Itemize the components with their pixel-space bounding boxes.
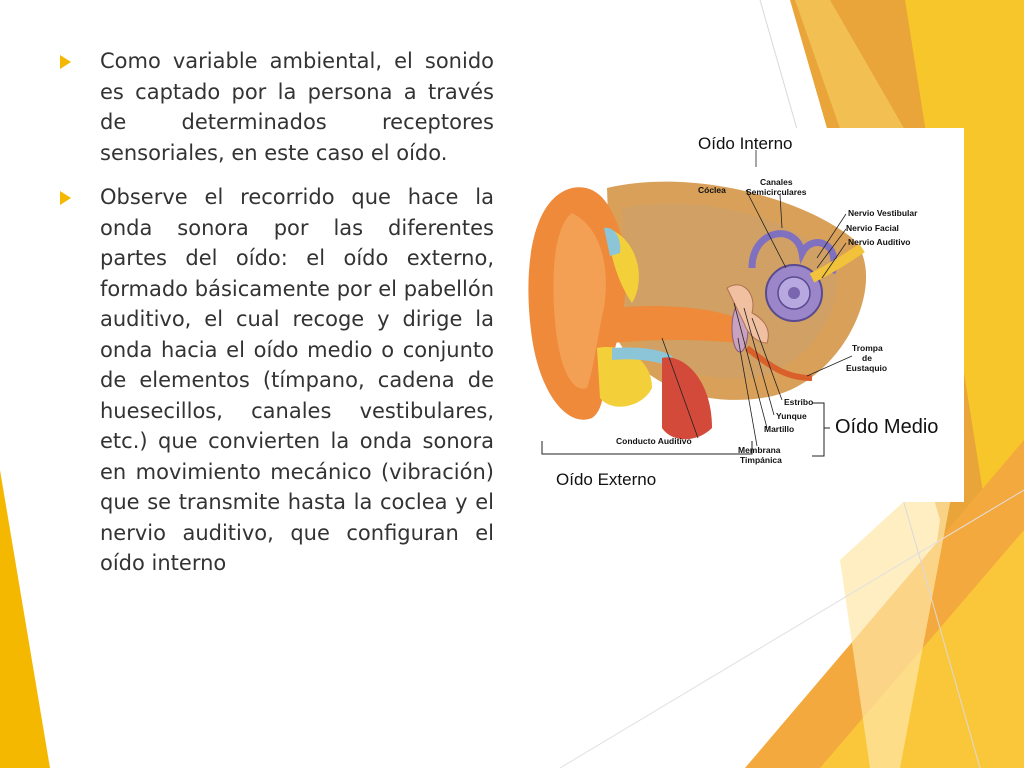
label-canales: Canales xyxy=(760,177,793,187)
bullet-arrow-icon xyxy=(60,55,71,69)
oido-medio-bracket xyxy=(812,403,824,456)
label-martillo: Martillo xyxy=(764,424,795,434)
label-eustaquio: Eustaquio xyxy=(846,363,888,373)
label-nervio-auditivo: Nervio Auditivo xyxy=(848,237,911,247)
left-yellow-stripe xyxy=(0,470,50,768)
bullet-arrow-icon xyxy=(60,191,71,205)
label-oido-interno: Oído Interno xyxy=(698,134,793,153)
bullet-text: Como variable ambiental, el sonido es captado por la persona a través de determinados receptores sensoriales, en este caso el oído. xyxy=(100,49,494,165)
label-membrana: Membrana xyxy=(738,445,781,455)
label-yunque: Yunque xyxy=(776,411,807,421)
label-oido-externo: Oído Externo xyxy=(556,470,657,489)
label-nervio-facial: Nervio Facial xyxy=(846,223,899,233)
label-de: de xyxy=(862,353,872,363)
label-nervio-vestibular: Nervio Vestibular xyxy=(848,208,918,218)
ear-anatomy-figure xyxy=(512,128,964,502)
label-timpanica: Timpánica xyxy=(740,455,782,465)
label-conducto-auditivo: Conducto Auditivo xyxy=(616,436,692,446)
bullet-item xyxy=(60,182,494,579)
label-semicirculares: Semicirculares xyxy=(746,187,807,197)
label-estribo: Estribo xyxy=(784,397,814,407)
bullet-item xyxy=(60,46,494,168)
label-trompa: Trompa xyxy=(852,343,883,353)
label-oido-medio: Oído Medio xyxy=(835,416,939,438)
cochlea-core xyxy=(788,287,800,299)
label-coclea: Cóclea xyxy=(698,185,726,195)
bullet-list xyxy=(60,46,494,593)
bullet-text: Observe el recorrido que hace la onda sonora por las diferentes partes del oído: el oído externo, formado básicamente por el pabellón auditivo, el cual recoge y dirige la onda hacia el oído medio o conjunto de elementos (tímpano, cadena de huesecillos, canales vestibulares, etc.) que convierten la onda sonora en movimiento mecánico (vibración) que se transmite hasta la coclea y el nervio auditivo, que configuran el oído interno xyxy=(100,185,494,575)
